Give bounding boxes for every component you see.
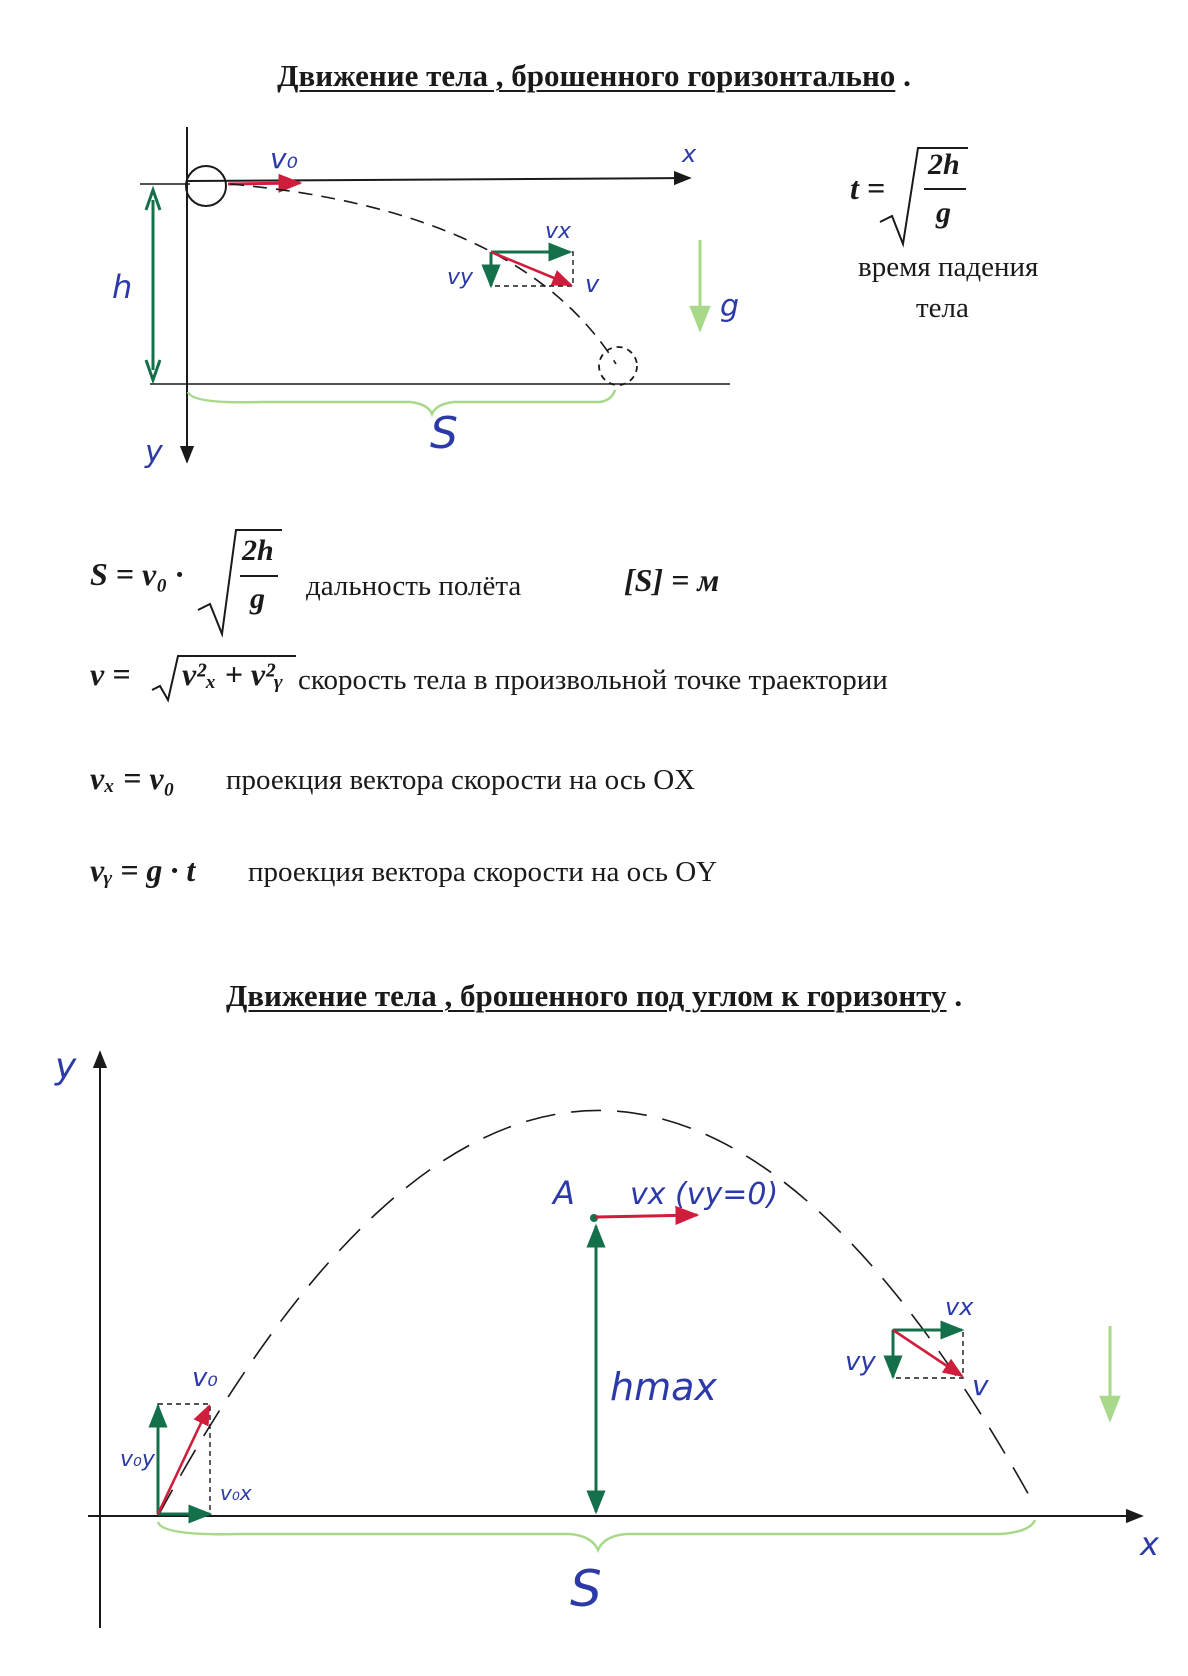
- label-S-2: S: [570, 1560, 602, 1618]
- label-x: x: [682, 140, 697, 168]
- section2-title-period: .: [954, 978, 963, 1013]
- speed-caption: скорость тела в произвольной точке траектории: [298, 664, 888, 696]
- range-brace-2: [158, 1520, 1035, 1550]
- vy-eq: vᵧ = g · t: [90, 852, 196, 888]
- v-vector: [491, 252, 571, 285]
- vy-caption: проекция вектора скорости на ось OY: [248, 856, 718, 888]
- time-num: 2h: [928, 148, 960, 181]
- vx-caption: проекция вектора скорости на ось OX: [226, 764, 696, 796]
- label-hmax: hmax: [610, 1365, 717, 1409]
- label-v0: v₀: [270, 142, 298, 175]
- ball-end: [599, 347, 637, 385]
- label-y-2: y: [55, 1046, 77, 1087]
- label-v0x: v₀x: [220, 1481, 252, 1505]
- section1-title-text: Движение тела , брошенного горизонтально: [277, 58, 896, 93]
- range-brace-1: [188, 390, 615, 414]
- trajectory-1: [230, 184, 616, 364]
- speed-radicand: v²ₓ + v²ᵧ: [182, 656, 283, 692]
- section1-title-period: .: [903, 58, 911, 93]
- vx-eq: vₓ = v₀: [90, 760, 175, 796]
- range-caption: дальность полёта: [306, 570, 522, 602]
- speed-lhs: v =: [90, 656, 131, 692]
- range-lhs: S = v₀ ·: [90, 556, 184, 592]
- diagram-angle-throw: [54, 1046, 1160, 1628]
- label-vy: vy: [447, 265, 474, 290]
- time-caption-2: тела: [916, 292, 969, 324]
- label-v-2: v: [972, 1369, 989, 1402]
- time-caption-1: время падения: [858, 251, 1039, 283]
- label-S: S: [430, 408, 458, 459]
- label-vx-2: vx: [945, 1293, 974, 1321]
- range-num: 2h: [242, 534, 274, 567]
- label-v: v: [585, 270, 600, 298]
- label-x-2: x: [1140, 1525, 1159, 1563]
- label-vx-top: vx (vy=0): [630, 1177, 779, 1212]
- v0-vector: [228, 183, 300, 184]
- diagram-horizontal-throw: [112, 127, 968, 470]
- label-v0-2: v₀: [192, 1363, 218, 1393]
- v0-vector-2: [158, 1406, 209, 1514]
- label-g: g: [720, 289, 740, 324]
- label-h: h: [112, 268, 133, 306]
- ball-start: [186, 166, 226, 206]
- range-den: g: [250, 582, 265, 615]
- label-v0y: v₀y: [120, 1447, 155, 1472]
- label-vy-2: vy: [845, 1347, 876, 1377]
- x-axis: [188, 178, 690, 181]
- range-unit: [S] = м: [624, 562, 720, 598]
- label-vx: vx: [545, 219, 572, 244]
- time-lhs: t =: [850, 170, 886, 206]
- v-vector-2: [893, 1330, 962, 1376]
- vx-top-vector: [596, 1215, 697, 1217]
- section2-title-text: Движение тела , брошенного под углом к горизонту: [225, 978, 947, 1013]
- label-y: y: [145, 435, 163, 470]
- label-A: A: [553, 1174, 575, 1212]
- time-den: g: [936, 196, 951, 229]
